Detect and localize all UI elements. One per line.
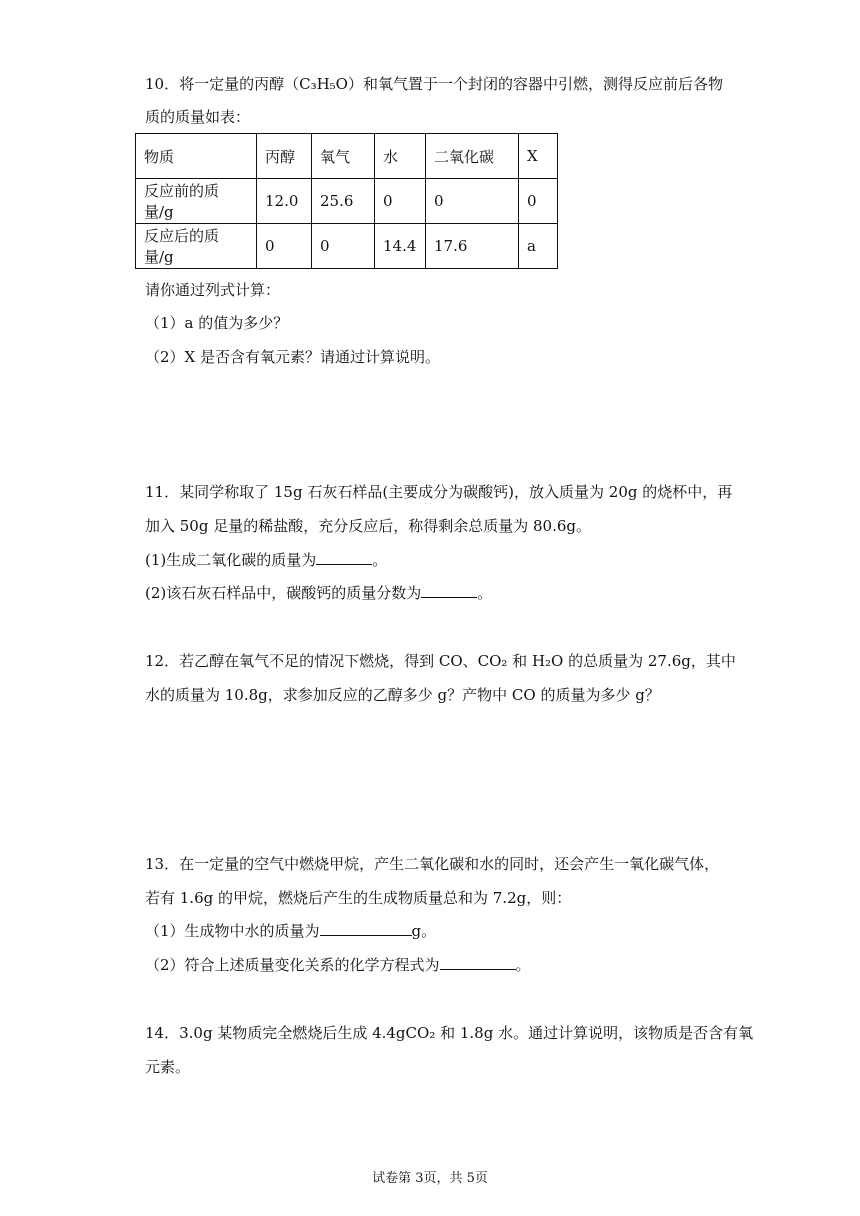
table-header-cell: 氧气	[312, 134, 375, 179]
table-cell: 17.6	[426, 224, 519, 269]
q13-sub2	[145, 955, 531, 975]
q11-line2: 加入 50g 足量的稀盐酸，充分反应后，称得剩余总质量为 80.6g。	[145, 517, 591, 535]
q11-sub1	[145, 550, 387, 570]
table-cell: 0	[426, 179, 519, 224]
q10-sub2: （2）X 是否含有氧元素？请通过计算说明。	[145, 348, 440, 366]
q11-sub1-text: (1)生成二氧化碳的质量为	[145, 551, 317, 569]
table-header-cell: 丙醇	[257, 134, 312, 179]
answer-blank[interactable]	[316, 550, 372, 565]
q11-sub2-end: 。	[477, 584, 493, 602]
table-cell: 12.0	[257, 179, 312, 224]
table-row	[136, 179, 558, 224]
answer-blank[interactable]	[320, 921, 412, 936]
table-header-cell: X	[519, 134, 558, 179]
q11-sub2	[145, 583, 492, 603]
mass-table	[135, 133, 558, 269]
table-cell: 0	[312, 224, 375, 269]
q11-sub2-text: (2)该石灰石样品中，碳酸钙的质量分数为	[145, 584, 422, 602]
q13-sub1	[145, 921, 436, 941]
table-cell: 反应后的质量/g	[136, 224, 257, 269]
q14-line2: 元素。	[145, 1058, 191, 1076]
table-cell: 0	[375, 179, 426, 224]
table-header-cell: 水	[375, 134, 426, 179]
table-cell: 0	[519, 179, 558, 224]
q10-sub1: （1）a 的值为多少？	[145, 314, 289, 332]
q14-line1: 14．3.0g 某物质完全燃烧后生成 4.4gCO₂ 和 1.8g 水。通过计算说明，该物质是否含有氧	[145, 1024, 754, 1042]
q13-sub2-text: （2）符合上述质量变化关系的化学方程式为	[145, 956, 440, 974]
page-footer: 试卷第 3页，共 5页	[372, 1171, 488, 1186]
table-cell: 14.4	[375, 224, 426, 269]
table-cell: 反应前的质量/g	[136, 179, 257, 224]
q10-line1: 10．将一定量的丙醇（C₃H₅O）和氧气置于一个封闭的容器中引燃，测得反应前后各物	[145, 75, 723, 93]
q13-sub1-text: （1）生成物中水的质量为	[145, 922, 320, 940]
table-cell: 25.6	[312, 179, 375, 224]
q11-sub1-end: 。	[372, 551, 388, 569]
table-cell: 0	[257, 224, 312, 269]
q12-line2: 水的质量为 10.8g，求参加反应的乙醇多少 g？产物中 CO 的质量为多少 g？	[145, 686, 660, 704]
q13-sub1-end: g。	[411, 922, 437, 940]
q13-sub2-end: 。	[515, 956, 531, 974]
answer-blank[interactable]	[421, 583, 477, 598]
q13-line2: 若有 1.6g 的甲烷，燃烧后产生的生成物质量总和为 7.2g，则：	[145, 889, 572, 907]
q12-line1: 12．若乙醇在氧气不足的情况下燃烧，得到 CO、CO₂ 和 H₂O 的总质量为 27.6g，其中	[145, 652, 736, 670]
table-cell: a	[519, 224, 558, 269]
answer-blank[interactable]	[440, 955, 516, 970]
table-header-cell: 物质	[136, 134, 257, 179]
q13-line1: 13．在一定量的空气中燃烧甲烷，产生二氧化碳和水的同时，还会产生一氧化碳气体，	[145, 855, 720, 873]
q11-line1: 11．某同学称取了 15g 石灰石样品(主要成分为碳酸钙)，放入质量为 20g 的烧杯中，再	[145, 483, 733, 501]
table-header-cell: 二氧化碳	[426, 134, 519, 179]
q10-line2: 质的质量如表：	[145, 108, 251, 126]
q10-instruction: 请你通过列式计算：	[145, 281, 281, 299]
table-header-row	[136, 134, 558, 179]
table-row	[136, 224, 558, 269]
